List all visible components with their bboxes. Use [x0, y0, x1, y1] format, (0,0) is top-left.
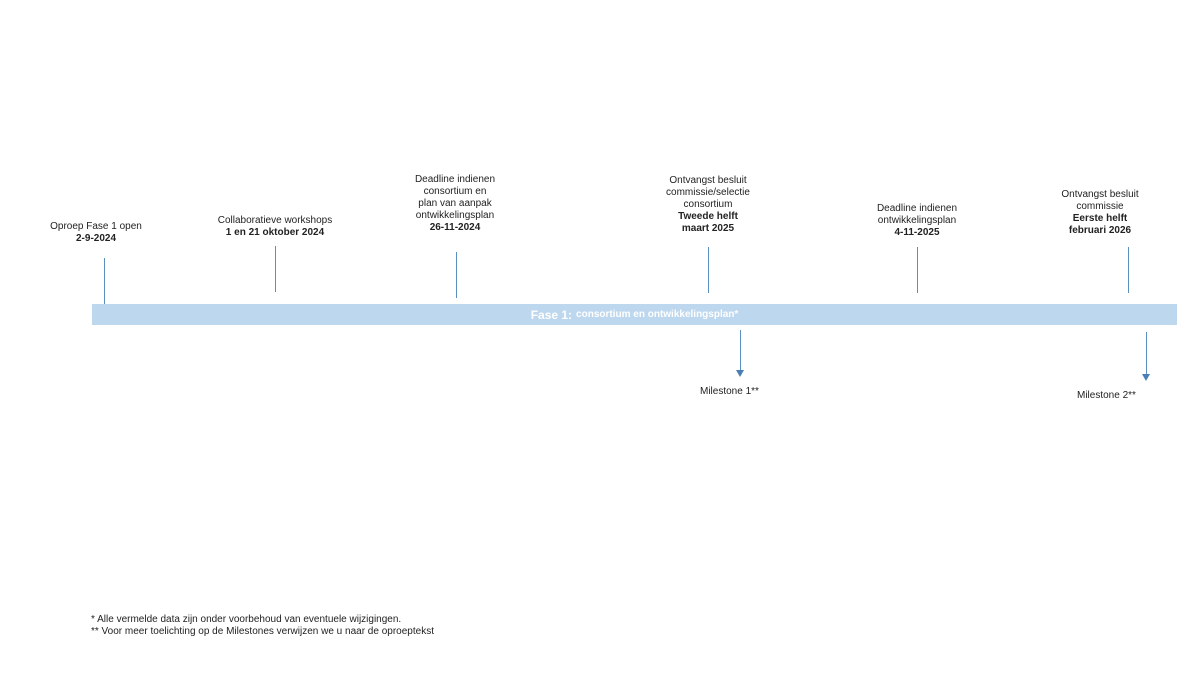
- event-text: ontwikkelingsplan: [877, 215, 957, 226]
- event-text: commissie: [1076, 201, 1124, 212]
- phase-description: consortium en ontwikkelingsplan*: [576, 309, 739, 320]
- event-date: 26-11-2024: [429, 222, 481, 233]
- event-tick: [456, 252, 457, 298]
- event-date: 2-9-2024: [75, 233, 117, 244]
- phase-bar: [92, 304, 1177, 325]
- event-text: Collaboratieve workshops: [217, 215, 333, 226]
- event-text: plan van aanpak: [418, 198, 492, 209]
- event-text: consortium: [683, 199, 733, 210]
- milestone-1-label: Milestone 1**: [700, 386, 759, 397]
- event-text: consortium en: [423, 186, 487, 197]
- event-date: 1 en 21 oktober 2024: [225, 227, 325, 238]
- milestone-arrow-line: [740, 330, 741, 370]
- milestone-arrow-head: [1142, 374, 1150, 381]
- footnotes: [91, 614, 434, 638]
- event-date: Tweede helft: [678, 211, 738, 222]
- event-label-workshops: [185, 215, 365, 239]
- event-tick: [917, 247, 918, 293]
- event-label-oproep: [6, 221, 186, 245]
- event-text: Ontvangst besluit: [1061, 189, 1139, 200]
- event-tick: [104, 258, 105, 304]
- event-label-besluit-selectie: [618, 175, 798, 235]
- phase-name: Fase 1:: [530, 307, 573, 322]
- footnote: ** Voor meer toelichting op de Milestones verwijzen we u naar de oproeptekst: [91, 626, 434, 637]
- event-date: Eerste helft: [1072, 213, 1128, 224]
- event-text: commissie/selectie: [666, 187, 750, 198]
- event-text: Ontvangst besluit: [669, 175, 747, 186]
- event-text: Oproep Fase 1 open: [50, 221, 142, 232]
- event-text: Deadline indienen: [876, 203, 958, 214]
- event-label-deadline-ontwikkelingsplan: [827, 203, 1007, 239]
- event-tick: [708, 247, 709, 293]
- event-label-deadline-consortium: [365, 174, 545, 234]
- milestone-arrow-head: [736, 370, 744, 377]
- milestone-arrow-line: [1146, 332, 1147, 374]
- footnote: * Alle vermelde data zijn onder voorbehoud van eventuele wijzigingen.: [91, 614, 402, 625]
- event-text: Deadline indienen: [414, 174, 496, 185]
- event-label-besluit-commissie: [1015, 189, 1185, 237]
- event-text: ontwikkelingsplan: [415, 210, 495, 221]
- event-date: februari 2026: [1068, 225, 1132, 236]
- event-tick: [275, 246, 276, 292]
- event-tick: [1128, 247, 1129, 293]
- milestone-2-label: Milestone 2**: [1077, 390, 1136, 401]
- event-date: maart 2025: [681, 223, 735, 234]
- event-date: 4-11-2025: [894, 227, 940, 238]
